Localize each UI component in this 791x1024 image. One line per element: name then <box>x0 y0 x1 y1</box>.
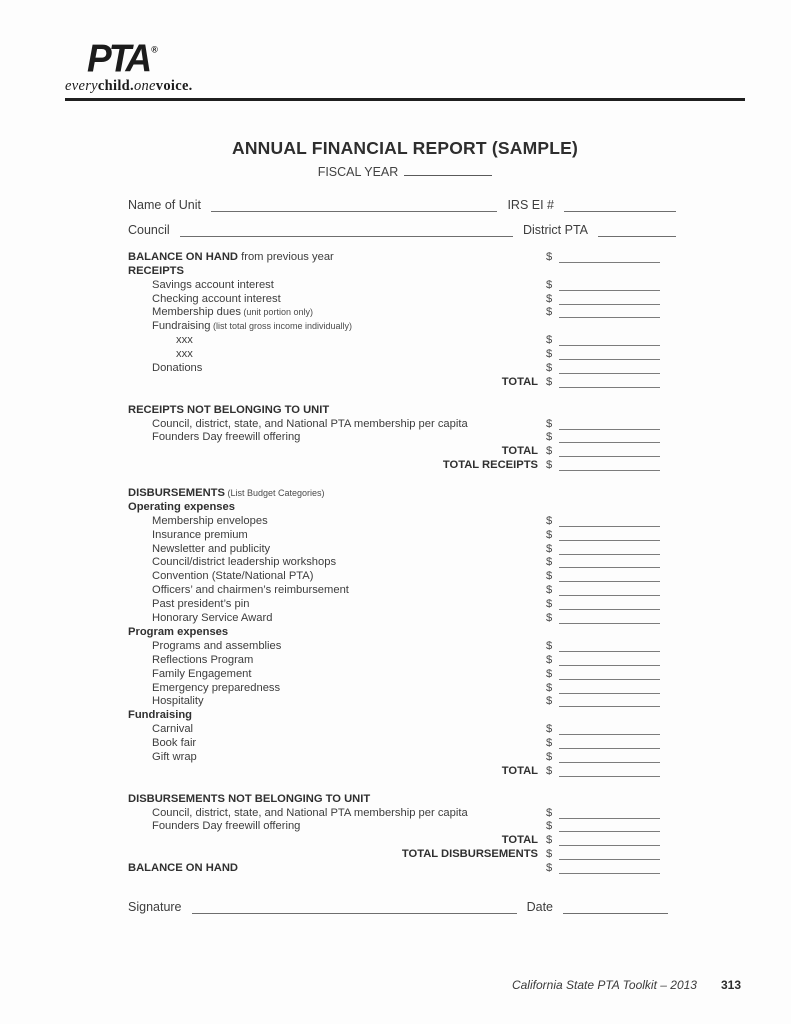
row-amount-group <box>546 347 660 360</box>
section-gap <box>128 777 660 791</box>
form-row <box>128 457 660 471</box>
row-label-group <box>128 265 660 277</box>
row-label: Council, district, state, and National PTA membership per capita <box>152 417 468 430</box>
form-row <box>128 860 660 874</box>
row-amount-group <box>546 667 660 680</box>
row-label-group <box>128 723 546 735</box>
row-label: Reflections Program <box>152 653 254 666</box>
row-label-bold: Fundraising <box>128 709 193 722</box>
form-row <box>128 346 660 360</box>
row-amount-group <box>546 292 660 305</box>
row-label-group <box>128 334 546 346</box>
row-amount-group <box>502 764 660 777</box>
form-row <box>128 332 660 346</box>
row-amount-group <box>546 569 660 582</box>
total-label: TOTAL DISBURSEMENTS <box>401 848 538 861</box>
row-amount-group <box>546 430 660 443</box>
row-label-note: (unit portion only) <box>240 307 313 318</box>
form-row <box>128 277 660 291</box>
form-row <box>128 610 660 624</box>
row-label-group <box>128 626 660 638</box>
form-row <box>128 652 660 666</box>
form-row <box>128 443 660 457</box>
row-label-bold: Program expenses <box>128 625 229 638</box>
currency-symbol: $ <box>546 737 553 750</box>
signature-label: Signature <box>128 900 182 914</box>
form-row <box>128 263 660 277</box>
row-label: from previous year <box>238 250 334 263</box>
signature-row <box>128 900 668 914</box>
irs-ei-label: IRS EI # <box>507 198 554 212</box>
currency-symbol: $ <box>546 292 553 305</box>
form-row <box>128 666 660 680</box>
irs-ei-line <box>564 198 676 212</box>
currency-symbol: $ <box>546 278 553 291</box>
row-amount-group <box>546 278 660 291</box>
currency-symbol: $ <box>546 764 553 777</box>
row-label-group <box>128 293 546 305</box>
row-amount-group <box>546 819 660 832</box>
row-label-bold: RECEIPTS NOT BELONGING TO UNIT <box>128 403 330 416</box>
row-label: Council, district, state, and National PTA membership per capita <box>152 806 468 819</box>
row-amount-group <box>546 333 660 346</box>
currency-symbol: $ <box>546 334 553 347</box>
row-label: xxx <box>176 334 193 347</box>
currency-symbol: $ <box>546 542 553 555</box>
currency-symbol: $ <box>546 431 553 444</box>
row-amount-group <box>546 555 660 568</box>
footer-source-text: California State PTA Toolkit – 2013 <box>511 978 697 992</box>
row-label: Savings account interest <box>152 278 274 291</box>
row-label: Membership envelopes <box>152 514 268 527</box>
row-label: Hospitality <box>152 695 204 708</box>
row-label-group <box>128 751 546 763</box>
row-label-group <box>128 640 546 652</box>
amount-line <box>559 667 660 680</box>
form-row <box>128 832 660 846</box>
row-label: Fundraising <box>152 320 211 333</box>
currency-symbol: $ <box>546 445 553 458</box>
amount-line <box>559 361 660 374</box>
row-label-group <box>128 431 546 443</box>
form-row <box>128 680 660 694</box>
row-amount-group <box>546 681 660 694</box>
row-label-group <box>128 320 660 332</box>
row-label-group <box>128 362 546 374</box>
row-label-group <box>128 598 546 610</box>
amount-line <box>559 430 660 443</box>
row-label: Emergency preparedness <box>152 681 281 694</box>
total-label: TOTAL <box>501 375 538 388</box>
row-label: xxx <box>176 348 193 361</box>
section-gap <box>128 388 660 402</box>
row-amount-group <box>546 597 660 610</box>
amount-line <box>559 375 660 388</box>
row-amount-group <box>546 542 660 555</box>
amount-line <box>559 555 660 568</box>
district-pta-line <box>598 223 676 237</box>
form-row <box>128 402 660 416</box>
row-label: Programs and assemblies <box>152 639 282 652</box>
form-row <box>128 555 660 569</box>
currency-symbol: $ <box>546 820 553 833</box>
header-divider <box>65 98 745 101</box>
title-block <box>65 138 745 179</box>
currency-symbol: $ <box>546 723 553 736</box>
page-title: ANNUAL FINANCIAL REPORT (SAMPLE) <box>231 138 579 158</box>
form-row <box>128 305 660 319</box>
currency-symbol: $ <box>546 750 553 763</box>
form-row <box>128 638 660 652</box>
amount-line <box>559 583 660 596</box>
amount-line <box>559 333 660 346</box>
form-rows <box>128 249 660 874</box>
amount-line <box>559 639 660 652</box>
row-amount-group <box>502 444 660 457</box>
amount-line <box>559 722 660 735</box>
currency-symbol: $ <box>546 584 553 597</box>
row-amount-group <box>546 528 660 541</box>
row-label-group <box>128 807 546 819</box>
form-row <box>128 596 660 610</box>
currency-symbol: $ <box>546 362 553 375</box>
tagline-one: one <box>133 78 156 94</box>
amount-line <box>559 597 660 610</box>
currency-symbol: $ <box>546 459 553 472</box>
form-row <box>128 374 660 388</box>
row-amount-group <box>546 583 660 596</box>
currency-symbol: $ <box>546 598 553 611</box>
amount-line <box>559 278 660 291</box>
amount-line <box>559 806 660 819</box>
form-row <box>128 791 660 805</box>
row-label-bold: BALANCE ON HAND <box>128 862 239 875</box>
row-label-group <box>128 862 546 874</box>
form-row <box>128 846 660 860</box>
fiscal-year-label: FISCAL YEAR <box>317 165 399 179</box>
tagline-child: child. <box>97 78 134 94</box>
row-label-group <box>128 668 546 680</box>
form-row <box>128 291 660 305</box>
row-amount-group <box>546 653 660 666</box>
row-label: Family Engagement <box>152 667 252 680</box>
row-label-group <box>128 612 546 624</box>
row-label-note: (List Budget Categories) <box>224 488 325 499</box>
row-label: Carnival <box>152 723 194 736</box>
row-amount-group <box>546 250 660 263</box>
row-label: Insurance premium <box>152 528 248 541</box>
form-row <box>128 249 660 263</box>
amount-line <box>559 653 660 666</box>
form-row <box>128 819 660 833</box>
currency-symbol: $ <box>546 514 553 527</box>
page-footer <box>512 978 741 992</box>
currency-symbol: $ <box>546 862 553 875</box>
row-label-group <box>128 251 546 263</box>
row-amount-group <box>546 514 660 527</box>
name-of-unit-label: Name of Unit <box>128 198 201 212</box>
row-label-bold: DISBURSEMENTS <box>128 487 225 500</box>
pta-logo <box>65 36 745 101</box>
row-label-group <box>128 682 546 694</box>
amount-line <box>559 250 660 263</box>
form-row <box>128 749 660 763</box>
currency-symbol: $ <box>546 695 553 708</box>
row-amount-group <box>546 750 660 763</box>
form-row <box>128 513 660 527</box>
form-row <box>128 582 660 596</box>
amount-line <box>559 736 660 749</box>
amount-line <box>559 681 660 694</box>
council-label: Council <box>128 223 170 237</box>
row-label: Newsletter and publicity <box>152 542 271 555</box>
currency-symbol: $ <box>546 806 553 819</box>
row-amount-group <box>546 861 660 874</box>
meta-row-unit <box>128 198 676 212</box>
council-line <box>180 223 513 237</box>
form-row <box>128 541 660 555</box>
fiscal-year-row <box>65 164 745 179</box>
signature-block <box>128 900 668 925</box>
date-line <box>563 900 668 914</box>
row-label: Past president’s pin <box>152 598 250 611</box>
amount-line <box>559 750 660 763</box>
row-label-bold: BALANCE ON HAND <box>128 250 239 263</box>
amount-line <box>559 611 660 624</box>
currency-symbol: $ <box>546 667 553 680</box>
row-amount-group <box>546 611 660 624</box>
currency-symbol: $ <box>546 556 553 569</box>
total-label: TOTAL <box>501 445 538 458</box>
amount-line <box>559 764 660 777</box>
row-label-group <box>128 529 546 541</box>
row-label: Donations <box>152 362 203 375</box>
row-label: Honorary Service Award <box>152 612 273 625</box>
total-label: TOTAL <box>501 834 538 847</box>
meta-fields <box>128 198 676 248</box>
form-row <box>128 416 660 430</box>
row-label: Gift wrap <box>152 750 197 763</box>
form-row <box>128 735 660 749</box>
row-label-group <box>128 709 660 721</box>
row-amount-group <box>546 305 660 318</box>
amount-line <box>559 444 660 457</box>
row-label: Founders Day freewill offering <box>152 431 301 444</box>
row-label-group <box>128 515 546 527</box>
row-label-group <box>128 793 660 805</box>
row-label-group <box>128 279 546 291</box>
currency-symbol: $ <box>546 848 553 861</box>
row-amount-group <box>546 361 660 374</box>
row-label-group <box>128 404 660 416</box>
row-amount-group <box>546 639 660 652</box>
form-row <box>128 694 660 708</box>
row-label-bold: Operating expenses <box>128 500 235 513</box>
signature-line <box>192 900 517 914</box>
currency-symbol: $ <box>546 417 553 430</box>
amount-line <box>559 292 660 305</box>
row-label-note: (list total gross income individually) <box>210 321 353 332</box>
row-label-group <box>128 418 546 430</box>
row-label: Convention (State/National PTA) <box>152 570 314 583</box>
row-label-group <box>128 695 546 707</box>
tagline-voice: voice. <box>155 78 193 94</box>
amount-line <box>559 819 660 832</box>
row-amount-group <box>546 736 660 749</box>
amount-line <box>559 542 660 555</box>
row-label: Book fair <box>152 737 197 750</box>
page-number: 313 <box>720 978 741 992</box>
row-label-group <box>128 570 546 582</box>
row-label-group <box>128 737 546 749</box>
currency-symbol: $ <box>546 250 553 263</box>
form-row <box>128 318 660 332</box>
form-row <box>128 485 660 499</box>
row-label: Founders Day freewill offering <box>152 820 301 833</box>
district-pta-label: District PTA <box>522 223 588 237</box>
fiscal-year-line <box>404 164 492 176</box>
row-amount-group <box>402 847 660 860</box>
currency-symbol: $ <box>546 570 553 583</box>
row-label-bold: RECEIPTS <box>128 264 184 277</box>
currency-symbol: $ <box>546 653 553 666</box>
amount-line <box>559 458 660 471</box>
amount-line <box>559 528 660 541</box>
currency-symbol: $ <box>546 306 553 319</box>
amount-line <box>559 833 660 846</box>
tagline-every: every <box>65 78 98 94</box>
form-row <box>128 805 660 819</box>
date-label: Date <box>526 900 553 914</box>
row-label-bold: DISBURSEMENTS NOT BELONGING TO UNIT <box>128 792 371 805</box>
row-label-group <box>128 820 546 832</box>
currency-symbol: $ <box>546 375 553 388</box>
currency-symbol: $ <box>546 612 553 625</box>
total-label: TOTAL <box>501 764 538 777</box>
amount-line <box>559 694 660 707</box>
amount-line <box>559 417 660 430</box>
form-row <box>128 721 660 735</box>
registered-trademark-icon: ® <box>151 44 158 55</box>
amount-line <box>559 347 660 360</box>
currency-symbol: $ <box>546 834 553 847</box>
row-label-group <box>128 556 546 568</box>
row-label: Membership dues <box>152 306 241 319</box>
row-label-group <box>128 306 546 318</box>
row-amount-group <box>546 806 660 819</box>
name-of-unit-line <box>211 198 498 212</box>
form-row <box>128 624 660 638</box>
form-row <box>128 707 660 721</box>
row-label-group <box>128 501 660 513</box>
amount-line <box>559 569 660 582</box>
form-row <box>128 499 660 513</box>
brand-text: PTA <box>87 36 150 81</box>
row-amount-group <box>546 694 660 707</box>
row-amount-group <box>502 375 660 388</box>
form-row <box>128 360 660 374</box>
form-row <box>128 430 660 444</box>
logo-tagline <box>65 78 745 95</box>
amount-line <box>559 514 660 527</box>
row-amount-group <box>546 722 660 735</box>
total-label: TOTAL RECEIPTS <box>442 459 538 472</box>
row-amount-group <box>443 458 660 471</box>
row-amount-group <box>502 833 660 846</box>
form-row <box>128 763 660 777</box>
section-gap <box>128 471 660 485</box>
row-label: Officers’ and chairmen’s reimbursement <box>152 584 349 597</box>
currency-symbol: $ <box>546 348 553 361</box>
row-label-group <box>128 543 546 555</box>
row-label-group <box>128 348 546 360</box>
amount-line <box>559 861 660 874</box>
amount-line <box>559 847 660 860</box>
row-label: Checking account interest <box>152 292 281 305</box>
amount-line <box>559 305 660 318</box>
form-row <box>128 568 660 582</box>
pta-logo-wordmark <box>87 36 158 81</box>
currency-symbol: $ <box>546 528 553 541</box>
row-label-group <box>128 584 546 596</box>
row-amount-group <box>546 417 660 430</box>
currency-symbol: $ <box>546 639 553 652</box>
meta-row-council <box>128 223 676 237</box>
currency-symbol: $ <box>546 681 553 694</box>
row-label-group <box>128 487 660 499</box>
form-row <box>128 527 660 541</box>
row-label: Council/district leadership workshops <box>152 556 337 569</box>
row-label-group <box>128 654 546 666</box>
